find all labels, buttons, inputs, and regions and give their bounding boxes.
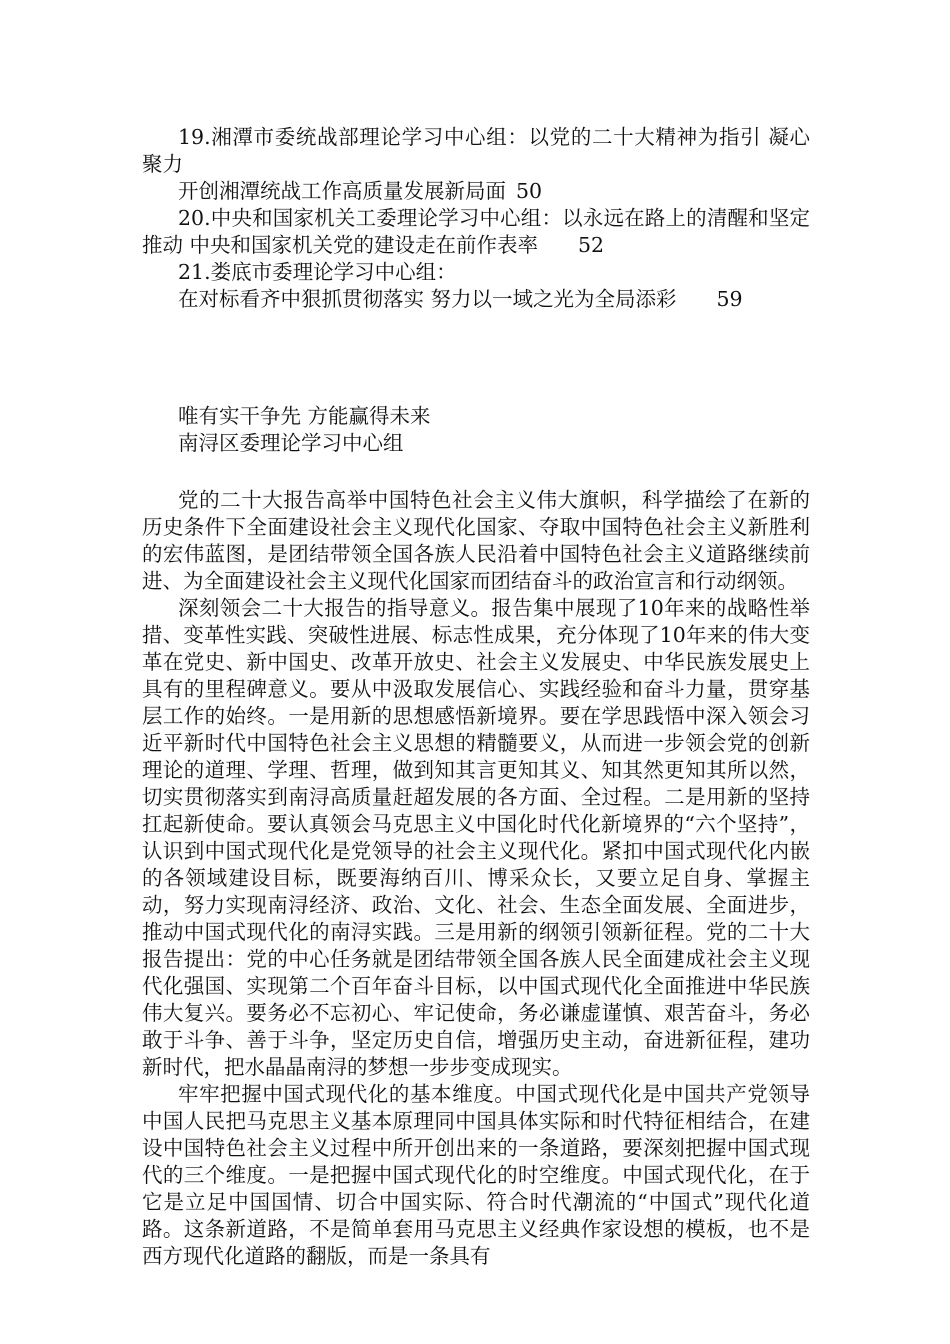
toc-entry-title: 19.湘潭市委统战部理论学习中心组：以党的二十大精神为指引 凝心聚力 (142, 125, 810, 176)
toc-page-number: 50 (516, 179, 543, 203)
table-of-contents (142, 124, 810, 313)
toc-entry[interactable] (142, 124, 810, 205)
article-heading (142, 403, 810, 457)
toc-entry[interactable] (142, 259, 810, 313)
paragraph: 牢牢把握中国式现代化的基本维度。中国式现代化是中国共产党领导中国人民把马克思主义基本原理同中国具体实际和时代特征相结合，在建设中国特色社会主义过程中所开创出来的一条道路，要深刻把握中国式现代的三个维度。一是把握中国式现代化的时空维度。中国式现代化，在于它是立足中国国情、切合中国实际、符合时代潮流的“中国式”现代化道路。这条新道路，不是简单套用马克思主义经典作家设想的模板，也不是西方现代化道路的翻版，而是一条具有 (142, 1082, 810, 1268)
toc-page-number: 52 (578, 233, 605, 257)
paragraph: 深刻领会二十大报告的指导意义。报告集中展现了10年来的战略性举措、变革性实践、突破性进展、标志性成果，充分体现了10年来的伟大变革在党史、新中国史、改革开放史、社会主义发展史、中华民族发展史上具有的里程碑意义。要从中汲取发展信心、实践经验和奋斗力量，贯穿基层工作的始终。一是用新的思想感悟新境界。要在学思践悟中深入领会习近平新时代中国特色社会主义思想的精髓要义，从而进一步领会党的创新理论的道理、学理、哲理，做到知其言更知其义、知其然更知其所以然，切实贯彻落实到南浔高质量赶超发展的各方面、全过程。二是用新的坚持扛起新使命。要认真领会马克思主义中国化时代化新境界的“六个坚持”，认识到中国式现代化是党领导的社会主义现代化。紧扣中国式现代化内嵌的各领域建设目标，既要海纳百川、博采众长，又要立足自身、掌握主动，努力实现南浔经济、政治、文化、社会、生态全面发展、全面进步，推动中国式现代化的南浔实践。三是用新的纲领引领新征程。党的二十大报告提出：党的中心任务就是团结带领全国各族人民全面建成社会主义现代化强国、实现第二个百年奋斗目标，以中国式现代化全面推进中华民族伟大复兴。要务必不忘初心、牢记使命，务必谦虚谨慎、艰苦奋斗，务必敢于斗争、善于斗争，坚定历史自信，增强历史主动，奋进新征程，建功新时代，把水晶晶南浔的梦想一步步变成现实。 (142, 596, 810, 1079)
toc-entry-subtitle: 在对标看齐中狠抓贯彻落实 努力以一域之光为全局添彩 59 (178, 287, 743, 311)
paragraph: 党的二十大报告高举中国特色社会主义伟大旗帜，科学描绘了在新的历史条件下全面建设社会主义现代化国家、夺取中国特色社会主义新胜利的宏伟蓝图，是团结带领全国各族人民沿着中国特色社会主义道路继续前进、为全面建设社会主义现代化国家而团结奋斗的政治宣言和行动纲领。 (142, 488, 810, 593)
article-title: 唯有实干争先 方能赢得未来 (178, 404, 431, 428)
toc-entry[interactable] (142, 205, 810, 259)
article-body (142, 487, 810, 1270)
page-content (142, 124, 810, 1270)
toc-entry-title: 21.娄底市委理论学习中心组： (178, 260, 457, 284)
article-author: 南浔区委理论学习中心组 (178, 431, 404, 455)
toc-page-number: 59 (716, 287, 743, 311)
toc-entry-title: 20.中央和国家机关工委理论学习中心组：以永远在路上的清醒和坚定推动 中央和国家机关党的建设走在前作表率 52 (142, 206, 810, 257)
toc-entry-subtitle: 开创湘潭统战工作高质量发展新局面 50 (178, 179, 543, 203)
